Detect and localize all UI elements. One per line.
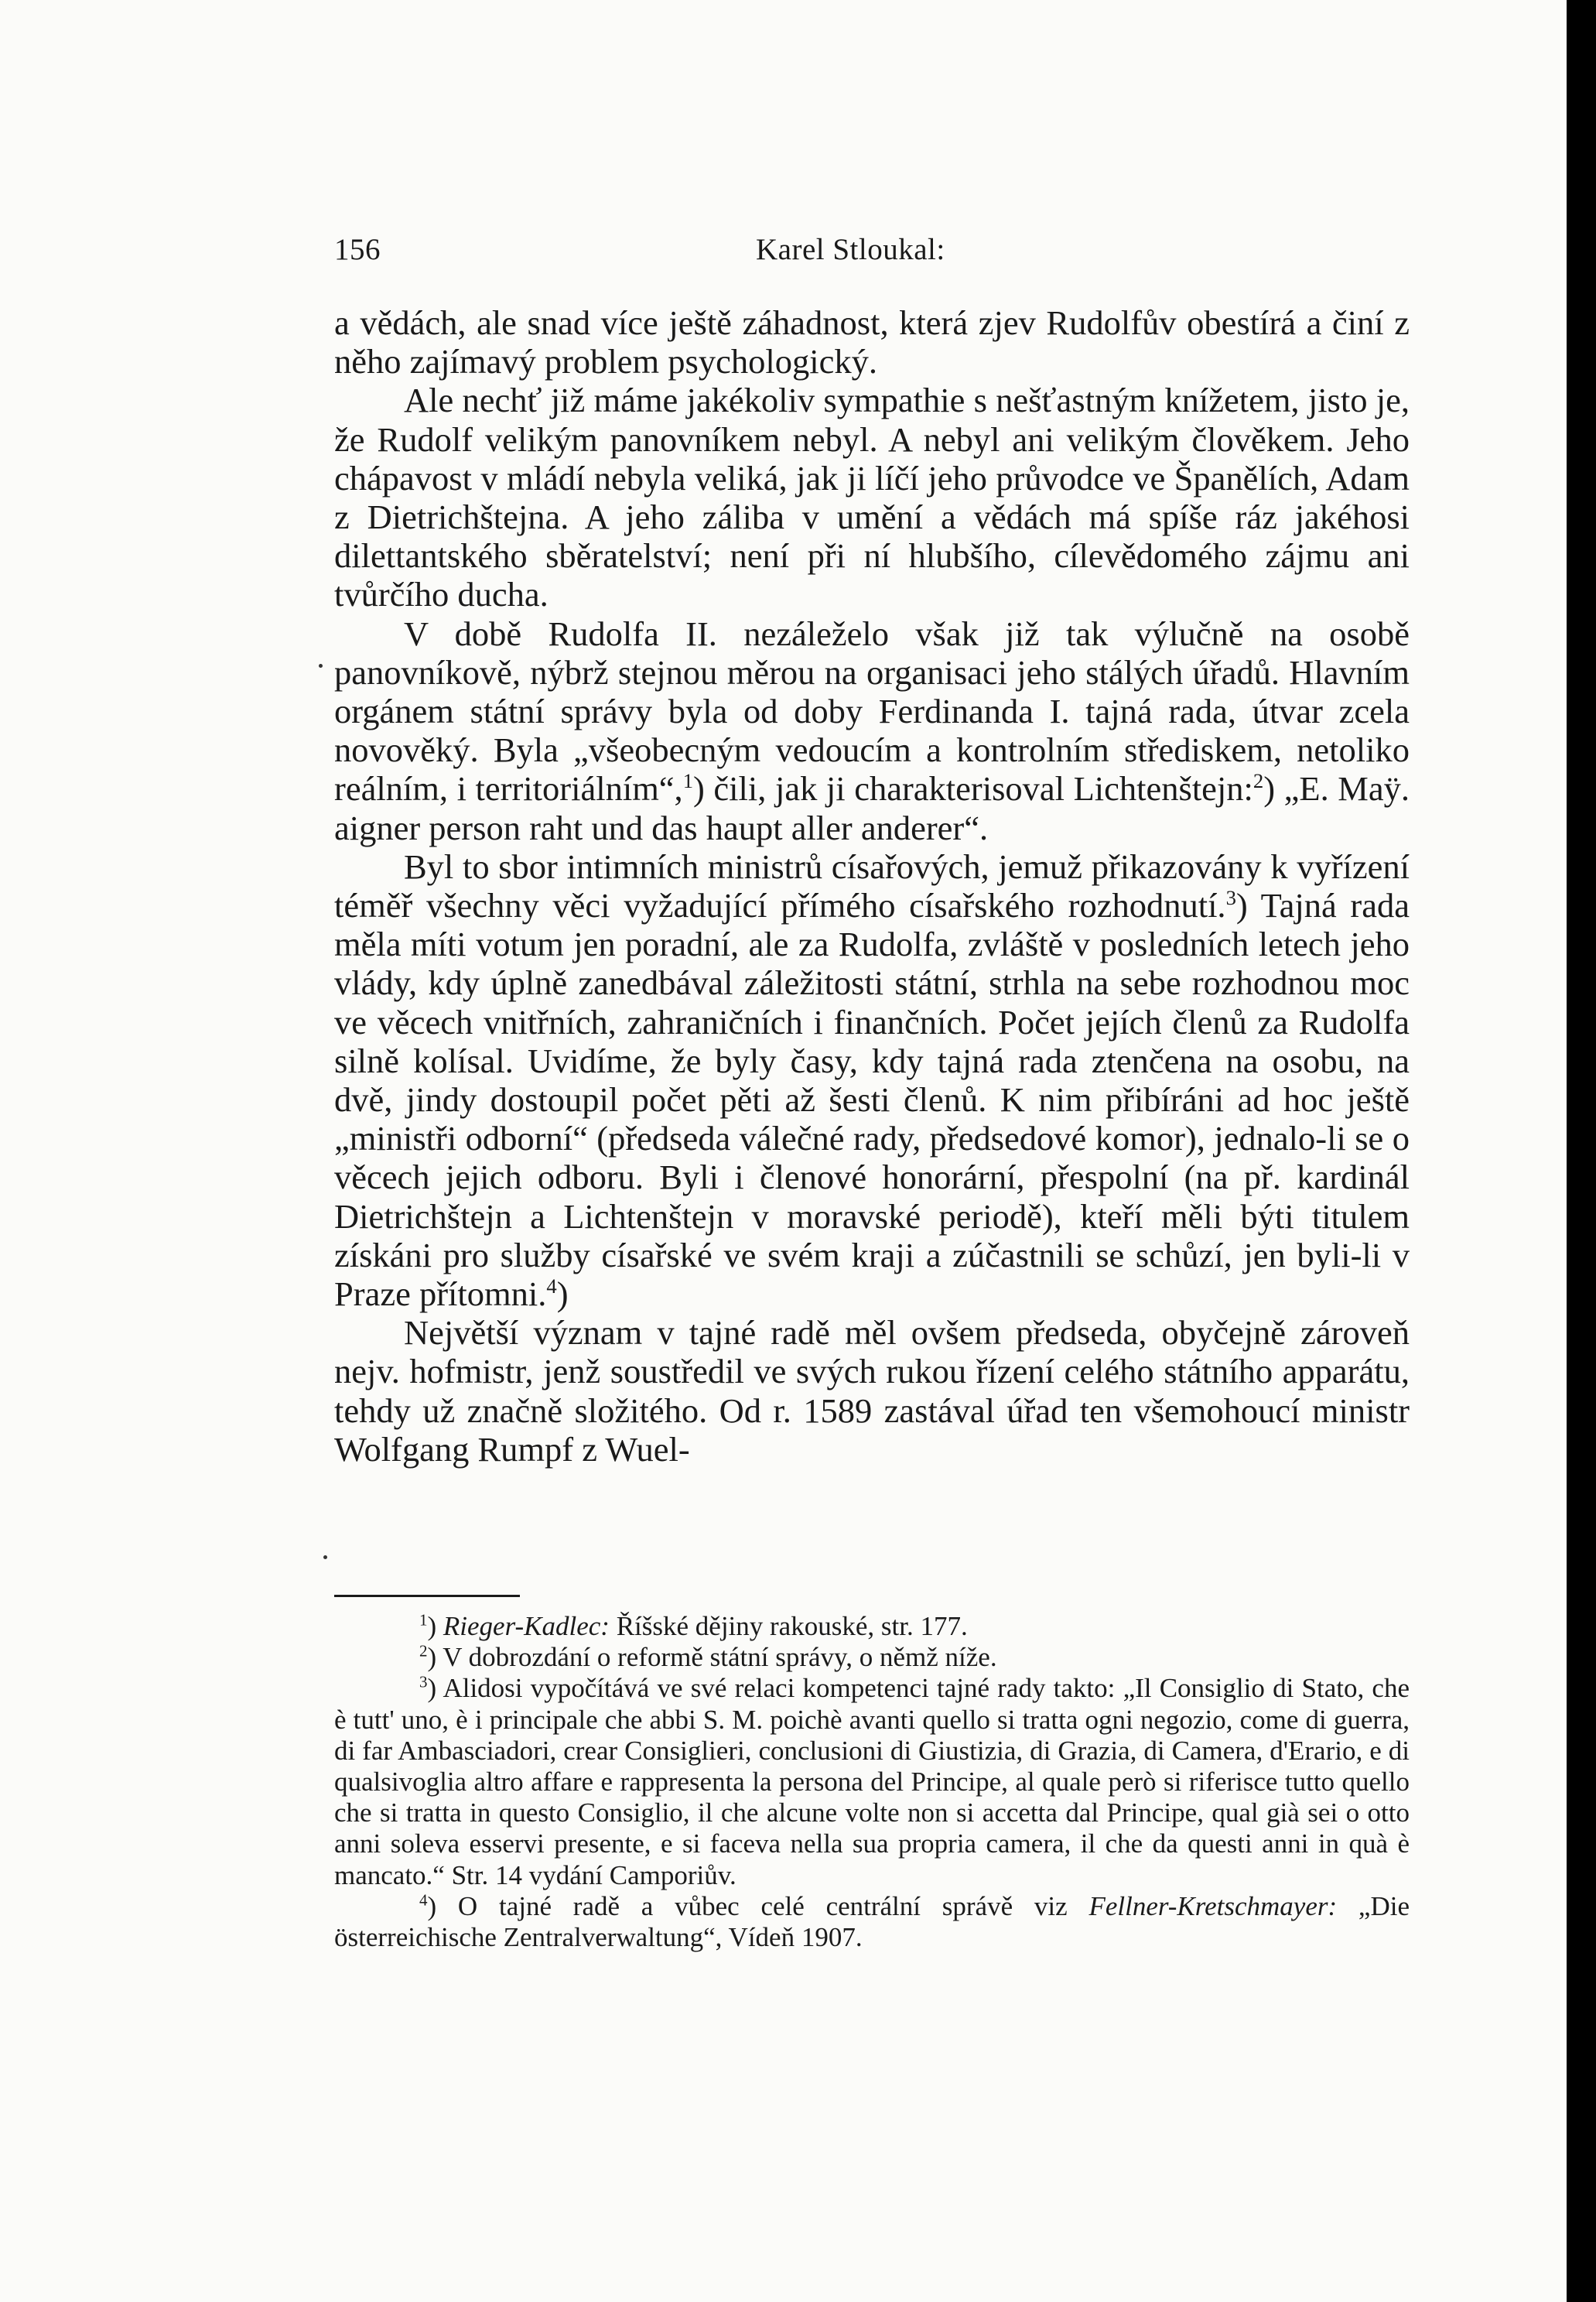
footnote-3 bbox=[334, 1673, 1410, 1890]
footnote-4 bbox=[334, 1891, 1410, 1953]
footnote-2-mark: 2 bbox=[419, 1641, 428, 1661]
paragraph-4-end: ) bbox=[556, 1274, 569, 1314]
page-header bbox=[334, 232, 1417, 279]
footnote-3-mark: 3 bbox=[419, 1672, 428, 1691]
footnote-2 bbox=[334, 1642, 1410, 1673]
page-number: 156 bbox=[334, 233, 381, 266]
paragraph-4-cont: ) Tajná rada měla míti votum jen poradní, ale za Rudolfa, zvláště v posledních letech jeho vlády, kdy úplně zanedbával záležitosti státní, strhla na sebe rozhodnou moc ve věcech vnitřních, zahraničních i finančních. Počet jejích členů za Rudolfa silně kolísal. Uvidíme, že byly časy, kdy tajná rada ztenčena na osobu, na dvě, jindy dostoupil počet pěti až šesti členů. K nim přibíráni ad hoc ještě „ministři odborní“ (předseda válečné rady, předsedové komor), jednalo-li se o věcech jejich odboru. Byli i členové honorární, přespolní (na př. kardinál Dietrichštejn a Lichtenštejn v moravské periodě), kteří měli býti titulem získáni pro služby císařské ve svém kraji a zúčastnili se schůzí, jen byli-li v Praze přítomni. bbox=[334, 886, 1410, 1314]
paragraph-3-cont-1: ) čili, jak ji charakterisoval Lichtenštejn: bbox=[693, 769, 1253, 809]
footnote-4-author: Fellner-Kretschmayer: bbox=[1088, 1890, 1338, 1921]
footnote-4-mark: 4 bbox=[419, 1890, 428, 1910]
footnote-ref-3: 3 bbox=[1225, 886, 1236, 910]
paragraph-5: Největší význam v tajné radě měl ovšem předseda, obyčejně zároveň nejv. hofmistr, jenž soustředil ve svých rukou řízení celého státního apparátu, tehdy už značně složitého. Od r. 1589 zastával úřad ten všemohoucí ministr Wolfgang Rumpf z Wuel- bbox=[334, 1313, 1410, 1469]
footnote-2-text: ) V dobrozdání o reformě státní správy, o němž níže. bbox=[427, 1642, 997, 1673]
footnote-1: $^1$) Rieger-Kadlec: Říšské dějiny rakouské, str. 177. bbox=[419, 1610, 968, 1641]
footnote-1-mark: 1 bbox=[419, 1610, 428, 1630]
footnote-ref-4: 4 bbox=[546, 1274, 557, 1298]
paragraph-4 bbox=[334, 847, 1410, 1313]
scan-speck bbox=[323, 1555, 327, 1559]
footnote-rule bbox=[334, 1595, 520, 1597]
footnotes bbox=[334, 1611, 1410, 1953]
footnote-1-author: Rieger-Kadlec: bbox=[443, 1611, 610, 1641]
paragraph-3 bbox=[334, 614, 1410, 847]
footnote-4-text-a: ) O tajné radě a vůbec celé centrální správě viz bbox=[427, 1890, 1089, 1921]
scan-speck bbox=[319, 664, 323, 668]
paragraph-4-text: Byl to sbor intimních ministrů císařových, jemuž přikazovány k vyřízení téměř všechny věci vyžadující přímého císařského rozhodnutí. bbox=[334, 847, 1410, 925]
main-text bbox=[334, 303, 1410, 1469]
paragraph-2: Ale nechť již máme jakékoliv sympathie s nešťastným knížetem, jisto je, že Rudolf velikým panovníkem nebyl. A nebyl ani velikým člověkem. Jeho chápavost v mládí nebyla veliká, jak ji líčí jeho průvodce ve Španělích, Adam z Dietrichštejna. A jeho záliba v umění a vědách má spíše ráz jakéhosi dilettantského sběratelství; není při ní hlubšího, cílevědomého zájmu ani tvůrčího ducha. bbox=[334, 381, 1410, 614]
paragraph-3-text: V době Rudolfa II. nezáleželo však již tak výlučně na osobě panovníkově, nýbrž stejnou měrou na organisaci jeho stálých úřadů. Hlavním orgánem státní správy byla od doby Ferdinanda I. tajná rada, útvar zcela novověký. Byla „všeobecným vedoucím a kontrolním střediskem, netoliko reálním, i territoriálním“, bbox=[334, 614, 1410, 809]
footnote-ref-1: 1 bbox=[682, 769, 694, 793]
running-title: Karel Stloukal: bbox=[756, 233, 945, 266]
footnote-ref-2: 2 bbox=[1253, 769, 1264, 793]
footnote-1-text: Říšské dějiny rakouské, str. 177. bbox=[609, 1611, 968, 1641]
scan-border bbox=[1567, 0, 1596, 2302]
paragraph-1: a vědách, ale snad více ještě záhadnost, která zjev Rudolfův obestírá a činí z něho zajímavý problem psychologický. bbox=[334, 303, 1410, 381]
paragraph-3-cont-2: ) „E. Maÿ. aigner person raht und das haupt aller anderer“. bbox=[334, 769, 1410, 847]
footnote-3-text: ) Alidosi vypočítává ve své relaci kompetenci tajné rady takto: „Il Consiglio di Stato, che è tutt' uno, è i principale che abbi S. M. poichè avanti quello si tratta ogni negozio, come di guerra, di far Ambasciadori, crear Consiglieri, conclusioni di Giustizia, di Grazia, di Camera, d'Erario, e di qualsivoglia altro affare e rappresenta la persona del Principe, al quale però si riferisce tutto quello che si tratta in questo Consiglio, il che alcune volte non si accetta dal Principe, qual già sei o otto anni soleva esservi presente, e si faceva nella sua propria camera, il che da questi anni in quà è mancato.“ Str. 14 vydání Camporiův. bbox=[334, 1673, 1410, 1890]
footnote-4-text-b: „Die österreichische Zentralverwaltung“, Vídeň 1907. bbox=[334, 1890, 1410, 1953]
